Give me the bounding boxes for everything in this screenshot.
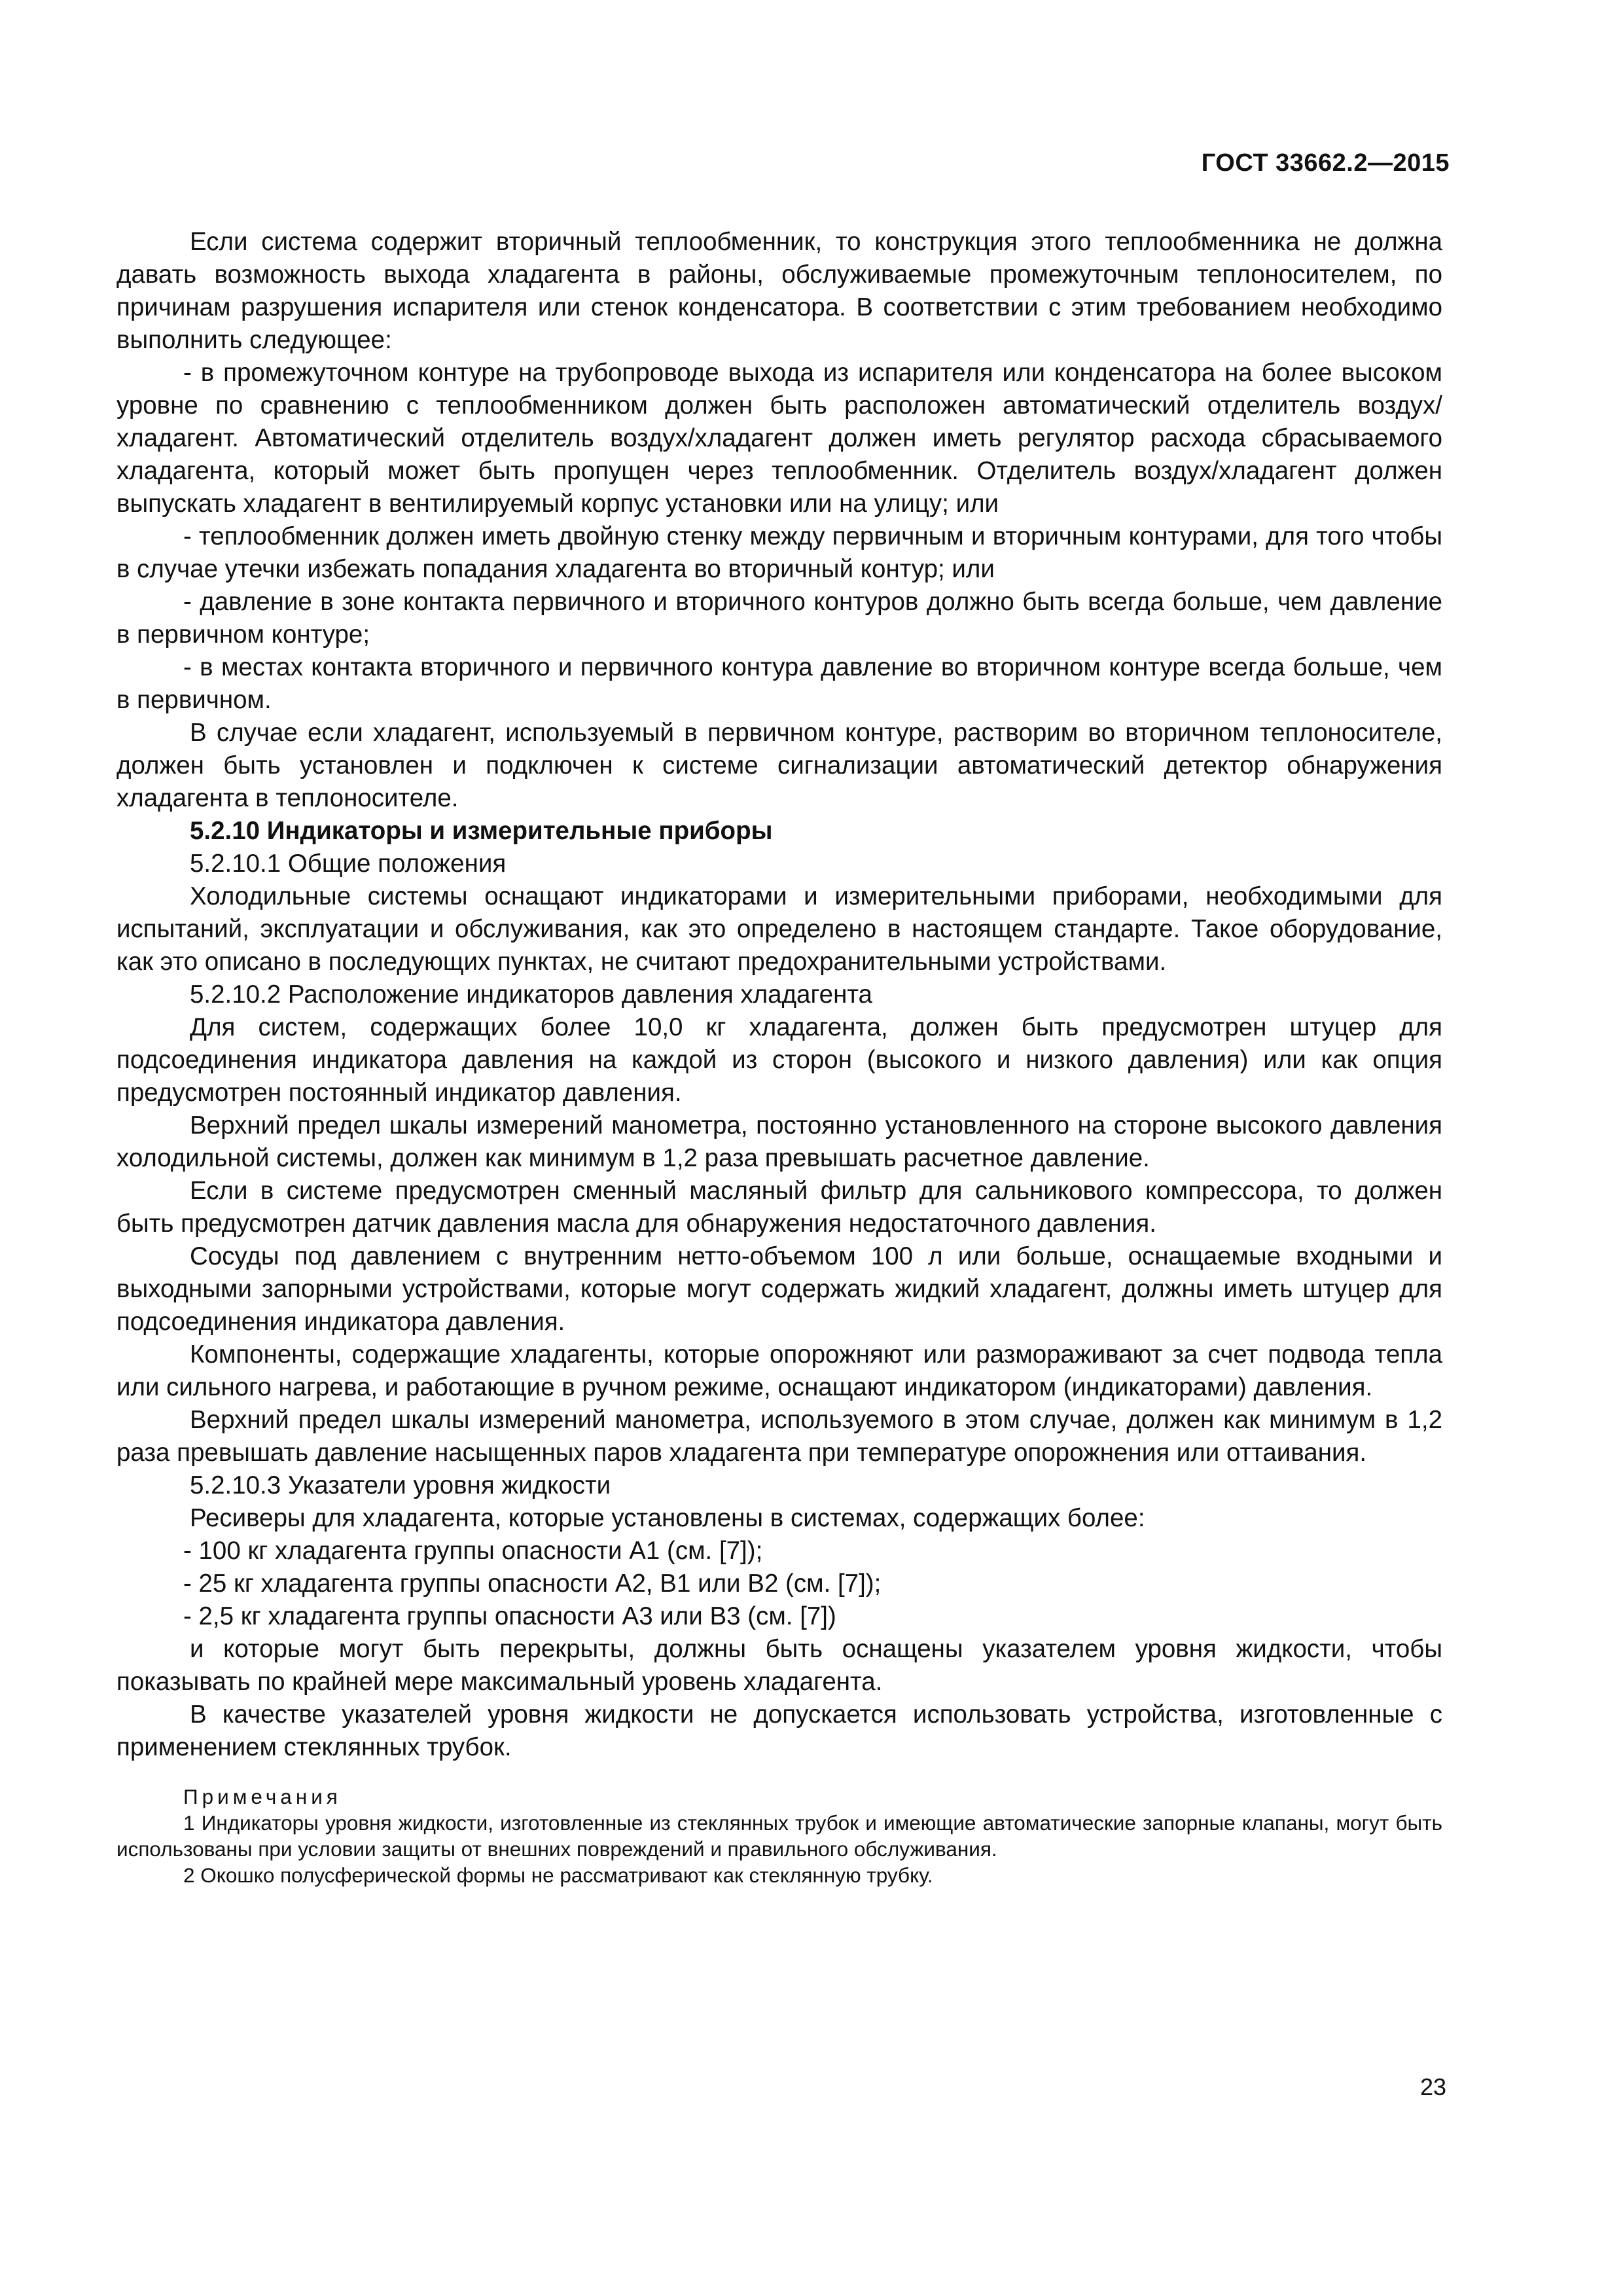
list-item: - 25 кг хладагента группы опасности А2, В1 или В2 (см. [7]); bbox=[183, 1570, 882, 1598]
paragraph: и которые могут быть перекрыты, должны быть оснащены указателем уровня жидкости, чтобы показывать по крайней мере максимальный уровень хладагента. bbox=[116, 1635, 1442, 1696]
paragraph: Для систем, содержащих более 10,0 кг хладагента, должен быть предусмотрен штуцер для подсоединения индикатора давления на каждой из сторон (высокого и низкого давления) или как опция предусмотрен постоянный индикатор давления. bbox=[116, 1013, 1442, 1107]
standard-header: ГОСТ 33662.2—2015 bbox=[1201, 149, 1450, 177]
list-item: - в местах контакта вторичного и первичного контура давление во вторичном контуре всегда больше, чем в первичном. bbox=[116, 653, 1442, 714]
page-number: 23 bbox=[1419, 2073, 1446, 2100]
paragraph: Холодильные системы оснащают индикаторами и измерительными приборами, необходимыми для испытаний, эксплуатации и обслуживания, как это определено в настоящем стандарте. Такое оборудование, как это описано в последующих пунктах, не считают предохранительными устройствами. bbox=[116, 882, 1442, 976]
subsection-title-5-2-10-1: 5.2.10.1 Общие положения bbox=[190, 850, 507, 878]
note-item: 2 Окошко полусферической формы не рассматривают как стеклянную трубку. bbox=[183, 1863, 933, 1887]
paragraph: В качестве указателей уровня жидкости не допускается использовать устройства, изготовленные с применением стеклянных трубок. bbox=[116, 1700, 1442, 1761]
note-item: 1 Индикаторы уровня жидкости, изготовленные из стеклянных трубок и имеющие автоматические запорные клапаны, могут быть использованы при условии защиты от внешних повреждений и правильного обслуживания. bbox=[116, 1811, 1442, 1861]
section-heading-5-2-10: 5.2.10 Индикаторы и измерительные приборы bbox=[190, 817, 773, 845]
list-item: - 100 кг хладагента группы опасности А1 (см. [7]); bbox=[183, 1537, 763, 1565]
body-text bbox=[116, 226, 1442, 1888]
list-item: - в промежуточном контуре на трубопроводе выхода из испарителя или конденсатора на более высоком уровне по сравнению с теплообменником должен быть расположен автоматический отделитель воздух/хладагент. Автоматический отделитель воздух/хладагент должен иметь регулятор расхода сбрасываемого хладагента, который может быть пропущен через теплообменник. Отделитель воздух/хладагент должен выпускать хладагент в вентилируемый корпус установки или на улицу; или bbox=[116, 359, 1442, 518]
subsection-title-5-2-10-2: 5.2.10.2 Расположение индикаторов давления хладагента bbox=[190, 980, 872, 1009]
list-item: - теплообменник должен иметь двойную стенку между первичным и вторичным контурами, для того чтобы в случае утечки избежать попадания хладагента во вторичный контур; или bbox=[116, 522, 1442, 583]
list-item: - 2,5 кг хладагента группы опасности А3 или В3 (см. [7]) bbox=[183, 1602, 836, 1630]
notes-block bbox=[116, 1784, 1442, 1888]
paragraph: Компоненты, содержащие хладагенты, которые опорожняют или размораживают за счет подвода тепла или сильного нагрева, и работающие в ручном режиме, оснащают индикатором (индикаторами) давления. bbox=[116, 1340, 1442, 1401]
notes-title: Примечания bbox=[183, 1785, 342, 1808]
paragraph: Верхний предел шкалы измерений манометра, используемого в этом случае, должен как минимум в 1,2 раза превышать давление насыщенных паров хладагента при температуре опорожнения или оттаивания. bbox=[116, 1406, 1442, 1467]
paragraph: Если в системе предусмотрен сменный масляный фильтр для сальникового компрессора, то должен быть предусмотрен датчик давления масла для обнаружения недостаточного давления. bbox=[116, 1177, 1442, 1238]
paragraph: Верхний предел шкалы измерений манометра, постоянно установленного на стороне высокого давления холодильной системы, должен как минимум в 1,2 раза превышать расчетное давление. bbox=[116, 1111, 1442, 1172]
paragraph-refrigerant-detector: В случае если хладагент, используемый в первичном контуре, растворим во вторичном теплоносителе, должен быть установлен и подключен к системе сигнализации автоматический детектор обнаружения хладагента в теплоносителе. bbox=[116, 719, 1442, 812]
paragraph-intro: Если система содержит вторичный теплообменник, то конструкция этого теплообменника не должна давать возможность выхода хладагента в районы, обслуживаемые промежуточным теплоносителем, по причинам разрушения испарителя или стенок конденсатора. В соответствии с этим требованием необходимо выполнить следующее: bbox=[116, 228, 1442, 354]
subsection-title-5-2-10-3: 5.2.10.3 Указатели уровня жидкости bbox=[190, 1471, 611, 1499]
paragraph: Сосуды под давлением с внутренним нетто-объемом 100 л или больше, оснащаемые входными и выходными запорными устройствами, которые могут содержать жидкий хладагент, должны иметь штуцер для подсоединения индикатора давления. bbox=[116, 1242, 1442, 1336]
paragraph: Ресиверы для хладагента, которые установлены в системах, содержащих более: bbox=[190, 1504, 1145, 1532]
list-item: - давление в зоне контакта первичного и вторичного контуров должно быть всегда больше, чем давление в первичном контуре; bbox=[116, 588, 1442, 649]
